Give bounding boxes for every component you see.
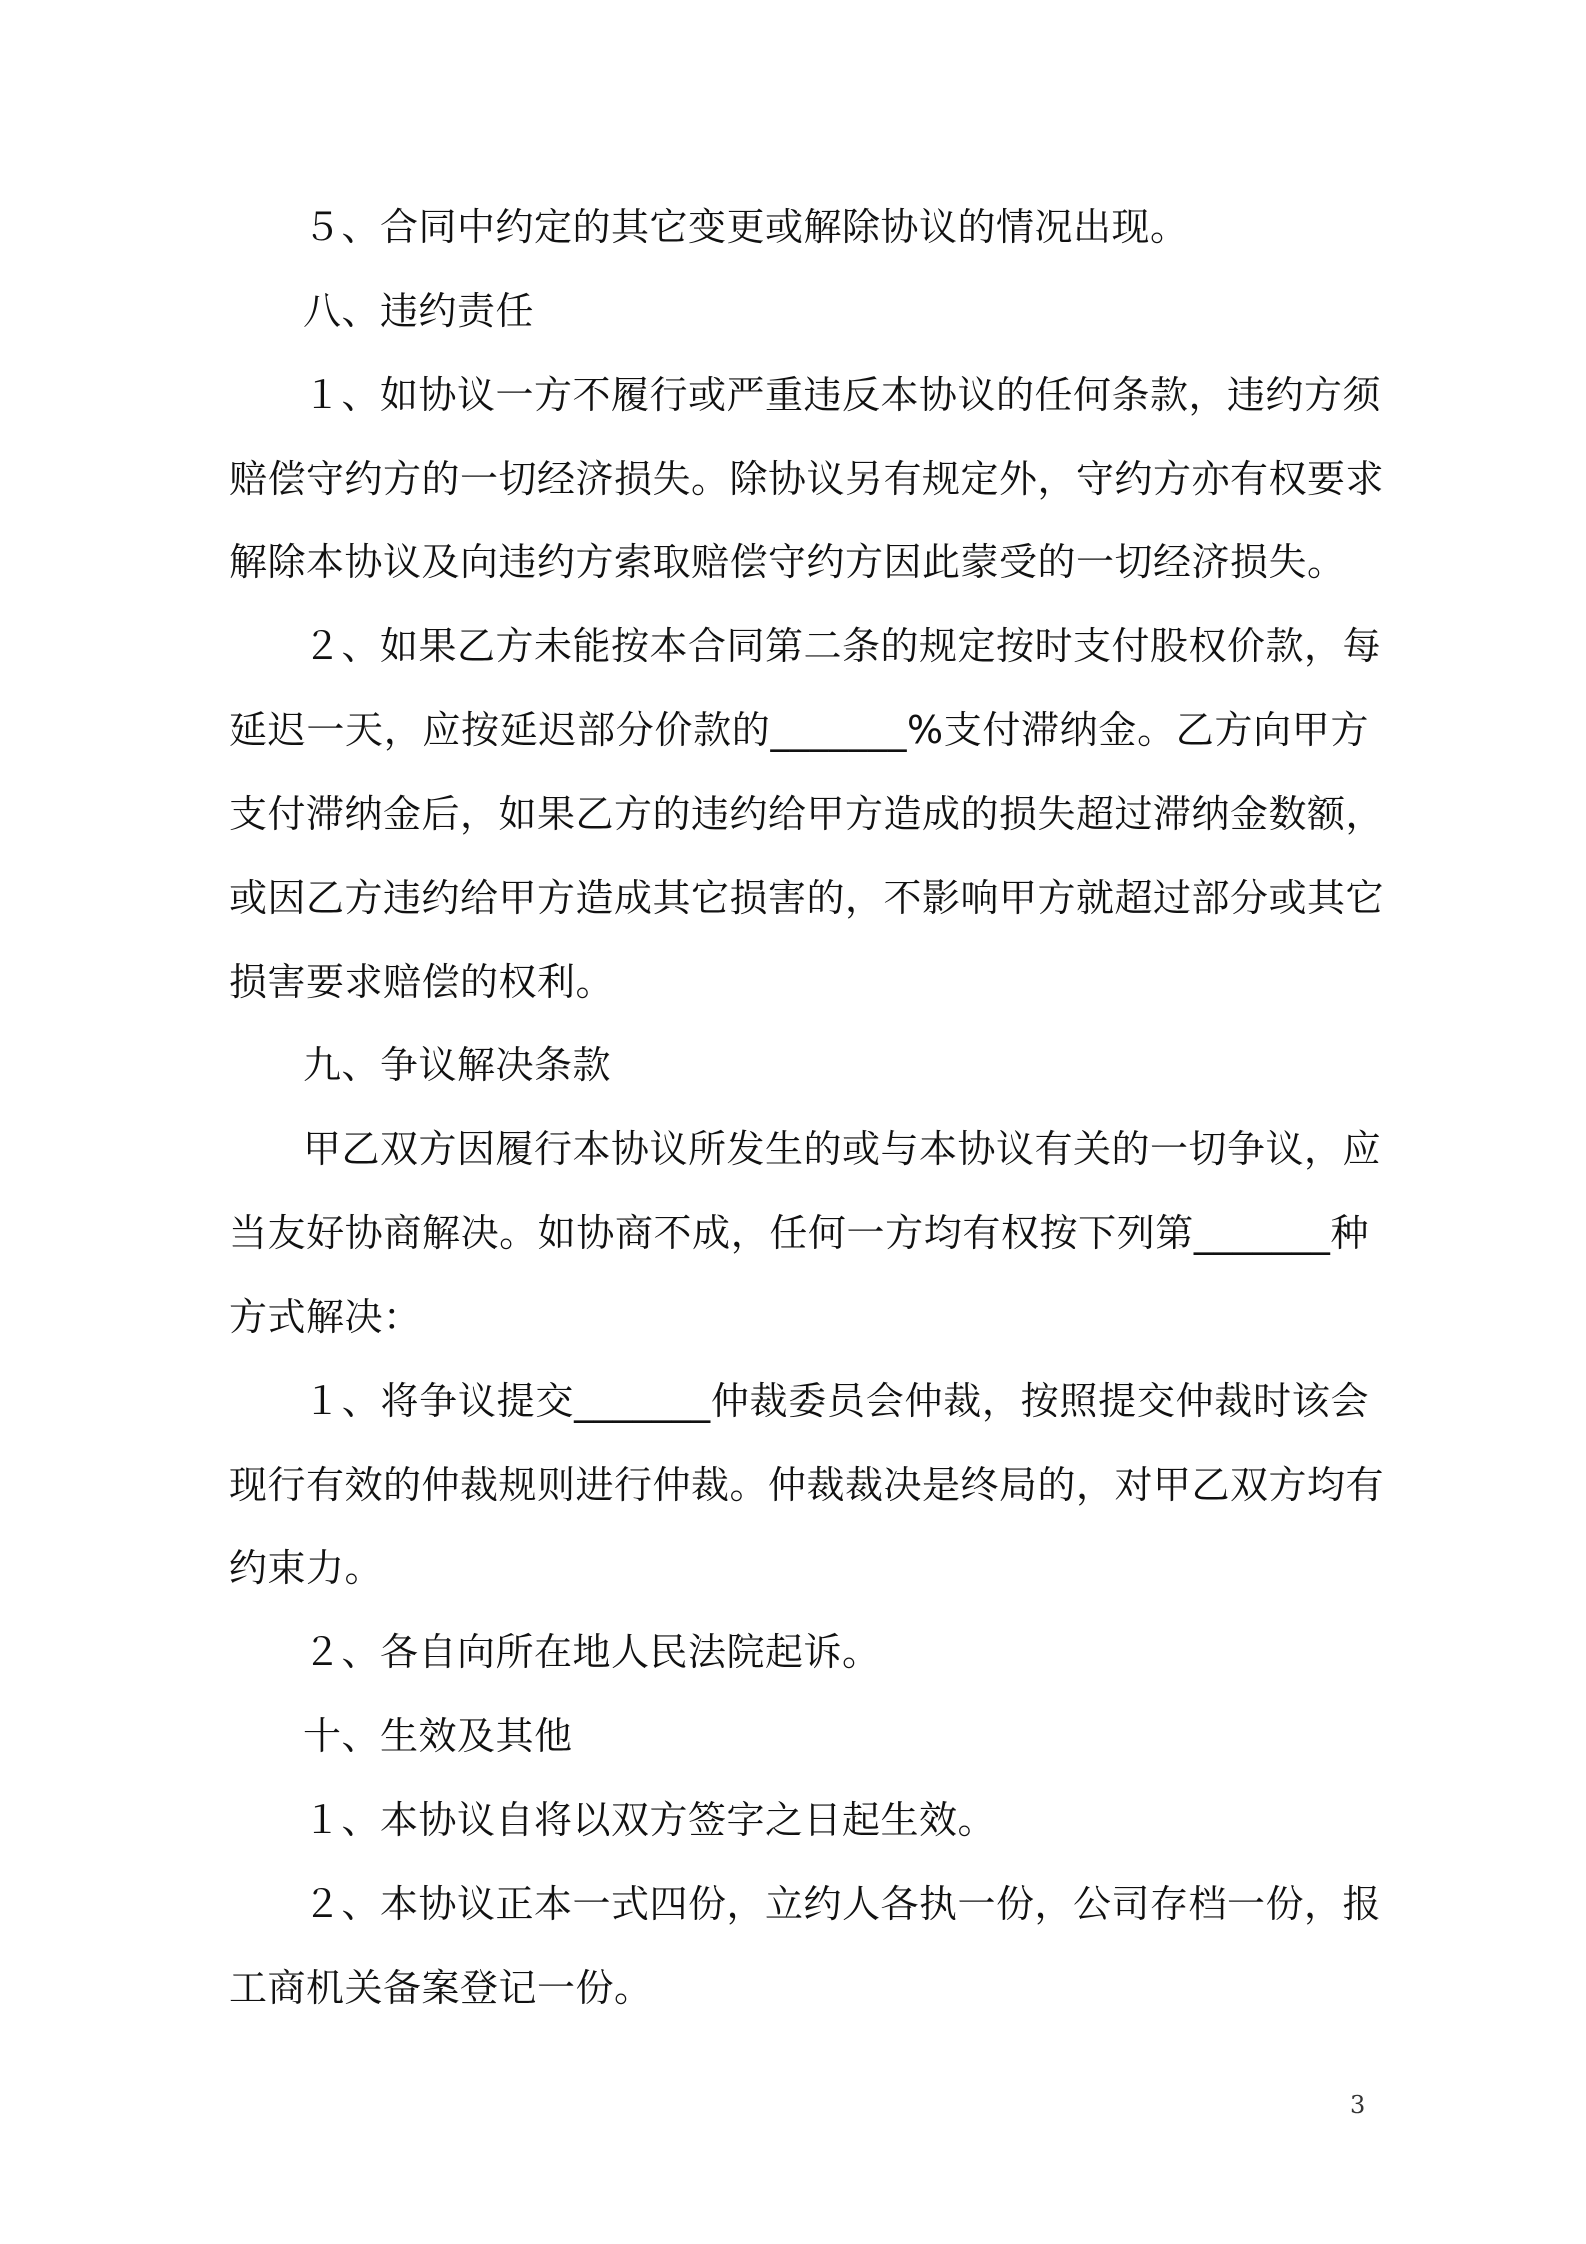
clause-8-2-line-3: 支付滞纳金后，如果乙方的违约给甲方造成的损失超过滞纳金数额， <box>229 792 1385 836</box>
section-9-intro-line-3: 方式解决： <box>229 1295 422 1339</box>
clause-10-2-line-1: ２、本协议正本一式四份，立约人各执一份，公司存档一份，报 <box>303 1882 1382 1926</box>
clause-10-2-line-2: 工商机关备案登记一份。 <box>229 1966 653 2010</box>
clause-8-2-line-4: 或因乙方违约给甲方造成其它损害的，不影响甲方就超过部分或其它 <box>229 876 1385 920</box>
section-heading-8: 八、违约责任 <box>303 289 535 333</box>
section-9-intro-line-2: 当友好协商解决。如协商不成，任何一方均有权按下列第_______种 <box>229 1211 1369 1255</box>
clause-9-2: ２、各自向所在地人民法院起诉。 <box>303 1630 881 1674</box>
clause-9-1-line-3: 约束力。 <box>229 1546 384 1590</box>
page-number: 3 <box>1350 2091 1366 2119</box>
clause-9-1-line-1: １、将争议提交_______仲裁委员会仲裁，按照提交仲裁时该会 <box>303 1379 1369 1423</box>
clause-8-1-line-2: 赔偿守约方的一切经济损失。除协议另有规定外，守约方亦有权要求 <box>229 457 1385 501</box>
clause-8-1-line-1: １、如协议一方不履行或严重违反本协议的任何条款，违约方须 <box>303 373 1382 417</box>
clause-8-1-line-3: 解除本协议及向违约方索取赔偿守约方因此蒙受的一切经济损失。 <box>229 540 1346 584</box>
clause-10-1: １、本协议自将以双方签字之日起生效。 <box>303 1798 997 1842</box>
section-9-intro-line-1: 甲乙双方因履行本协议所发生的或与本协议有关的一切争议，应 <box>303 1127 1382 1171</box>
clause-8-2-line-1: ２、如果乙方未能按本合同第二条的规定按时支付股权价款，每 <box>303 624 1382 668</box>
section-heading-10: 十、生效及其他 <box>303 1714 573 1758</box>
clause-9-1-line-2: 现行有效的仲裁规则进行仲裁。仲裁裁决是终局的，对甲乙双方均有 <box>229 1463 1385 1507</box>
clause-8-2-line-2: 延迟一天，应按延迟部分价款的_______%支付滞纳金。乙方向甲方 <box>229 708 1369 752</box>
clause-8-5: ５、合同中约定的其它变更或解除协议的情况出现。 <box>303 205 1189 249</box>
clause-8-2-line-5: 损害要求赔偿的权利。 <box>229 960 615 1004</box>
section-heading-9: 九、争议解决条款 <box>303 1043 612 1087</box>
